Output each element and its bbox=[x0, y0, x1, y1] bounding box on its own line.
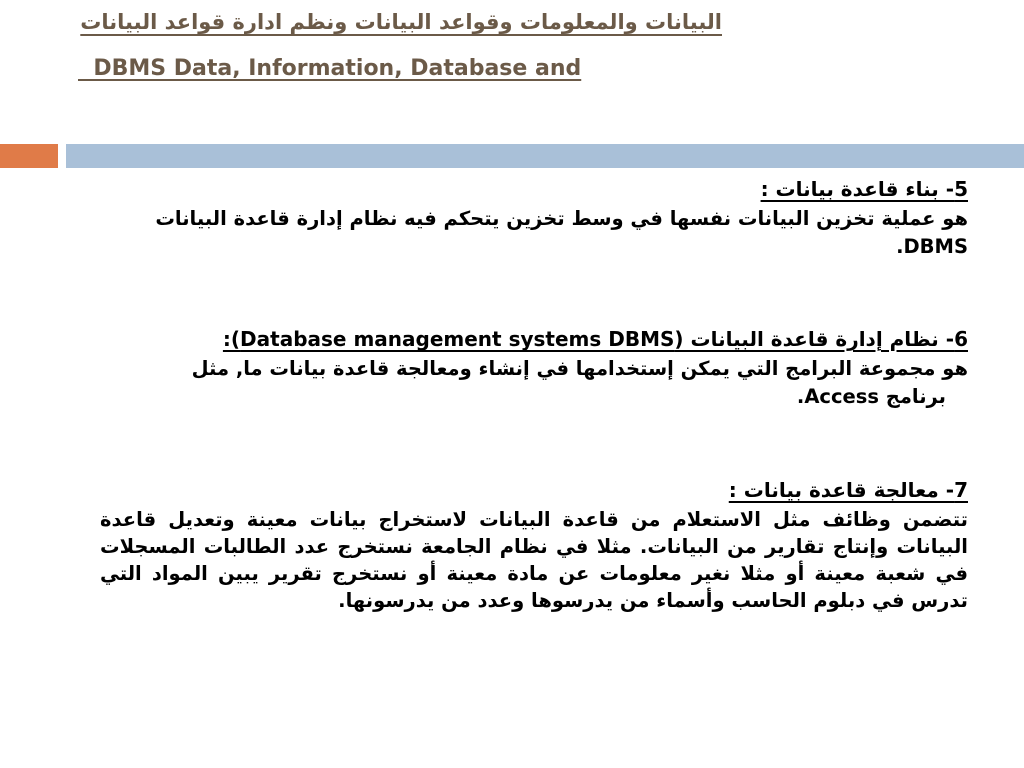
section-body-line: هو مجموعة البرامج التي يمكن إستخدامها في إنشاء ومعالجة قاعدة بيانات ما, مثل bbox=[191, 357, 968, 380]
section-body: تتضمن وظائف مثل الاستعلام من قاعدة البيانات لاستخراج بيانات معينة وتعديل قاعدة البيانات وإنتاج تقارير من البيانات. مثلا في نظام الجامعة نستخرج عدد الطالبات المسجلات في شعبة معينة أو مثلا نغير معلومات عن مادة معينة أو نستخرج تقرير يبين المواد التي تدرس في دبلوم الحاسب وأسماء من يدرسوها وعدد من يدرسونها. bbox=[100, 508, 968, 612]
accent-band-blue bbox=[66, 144, 1024, 168]
section-database-processing bbox=[100, 478, 968, 614]
section-body-line: هو عملية تخزين البيانات نفسها في وسط تخزين يتحكم فيه نظام إدارة قاعدة البيانات bbox=[155, 207, 968, 230]
section-database-construction bbox=[100, 177, 968, 261]
section-dbms bbox=[100, 327, 968, 411]
section-heading: 7- معالجة قاعدة بيانات : bbox=[728, 478, 968, 502]
section-heading: 6- نظام إدارة قاعدة البيانات (Database management systems DBMS): bbox=[222, 327, 968, 351]
section-heading: 5- بناء قاعدة بيانات : bbox=[760, 177, 968, 201]
accent-band-orange bbox=[0, 144, 58, 168]
section-body-line: برنامج Access. bbox=[796, 385, 946, 408]
slide-title-arabic: البيانات والمعلومات وقواعد البيانات ونظم ادارة قواعد البيانات bbox=[80, 10, 722, 34]
section-body bbox=[100, 355, 968, 411]
section-body bbox=[100, 205, 968, 261]
section-body-line: DBMS. bbox=[896, 235, 968, 258]
slide-title-english: DBMS Data, Information, Database and bbox=[78, 56, 582, 81]
